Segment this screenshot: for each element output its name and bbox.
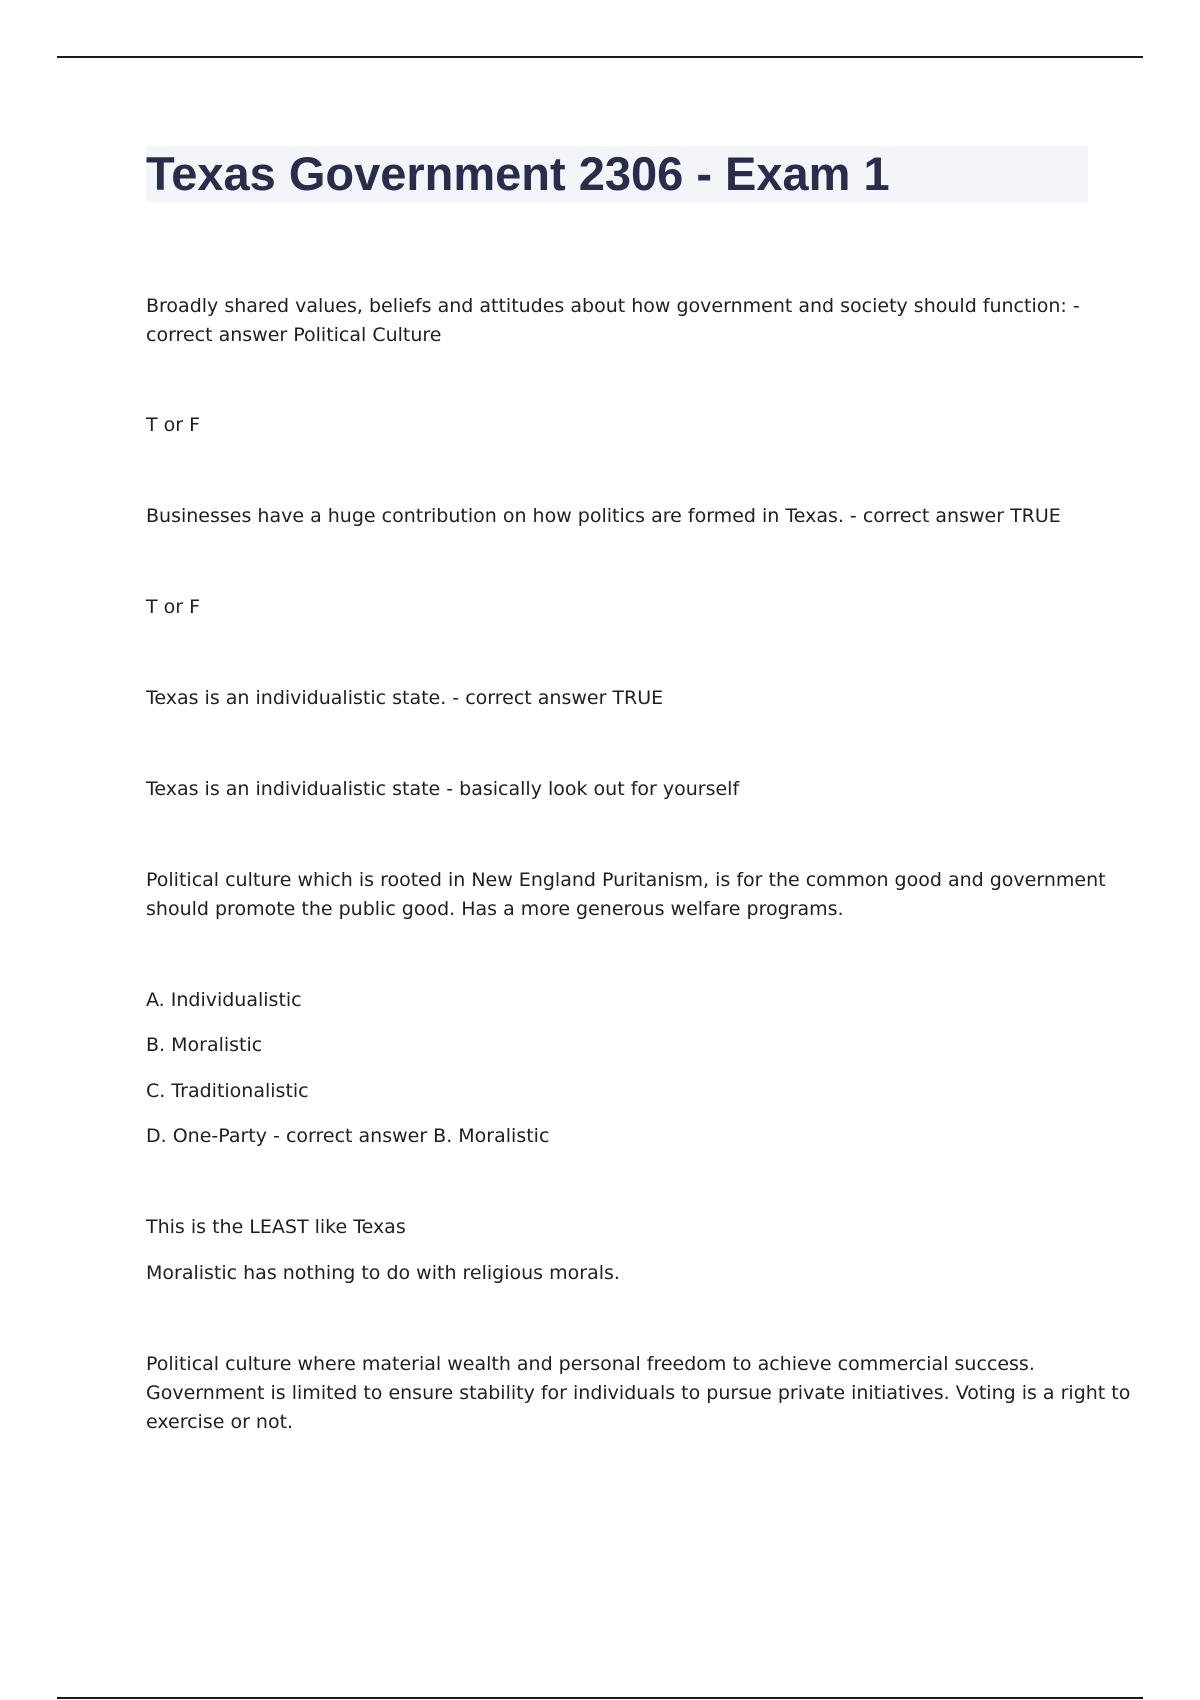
text-line: D. One-Party - correct answer B. Moralistic: [146, 1125, 550, 1147]
bottom-rule: [57, 1697, 1143, 1699]
question-individualistic: [146, 684, 1086, 713]
option-a: [146, 986, 1086, 1015]
page-title: Texas Government 2306 - Exam 1: [146, 147, 890, 200]
option-d: [146, 1122, 1086, 1151]
text-line: Broadly shared values, beliefs and attitudes about how government and society should function: -: [146, 295, 1080, 317]
text-line: B. Moralistic: [146, 1034, 263, 1056]
text-line: Political culture which is rooted in New England Puritanism, is for the common good and government: [146, 869, 1106, 891]
text-line: should promote the public good. Has a more generous welfare programs.: [146, 898, 844, 920]
option-c: [146, 1077, 1086, 1106]
text-line: Texas is an individualistic state. - correct answer TRUE: [146, 687, 664, 709]
true-false-label: [146, 593, 1086, 622]
text-line: correct answer Political Culture: [146, 324, 442, 346]
text-line: Government is limited to ensure stability for individuals to pursue private initiatives. Voting is a right to: [146, 1382, 1131, 1404]
text-line: Political culture where material wealth and personal freedom to achieve commercial success.: [146, 1353, 1035, 1375]
text-line: Texas is an individualistic state - basically look out for yourself: [146, 778, 740, 800]
text-line: A. Individualistic: [146, 989, 302, 1011]
true-false-label: [146, 411, 1086, 440]
text-line: Moralistic has nothing to do with religious morals.: [146, 1262, 620, 1284]
question-moralistic: [146, 866, 1106, 924]
note-individualistic: [146, 775, 1086, 804]
text-line: T or F: [146, 414, 201, 436]
option-b: [146, 1031, 1086, 1060]
note-least-like-texas: [146, 1213, 1086, 1242]
top-rule: [57, 56, 1143, 58]
text-line: exercise or not.: [146, 1411, 294, 1433]
text-line: This is the LEAST like Texas: [146, 1216, 406, 1238]
text-line: Businesses have a huge contribution on how politics are formed in Texas. - correct answer TRUE: [146, 505, 1061, 527]
question-traditionalistic: [146, 1350, 1131, 1437]
note-moralistic: [146, 1259, 1086, 1288]
text-line: T or F: [146, 596, 201, 618]
text-line: C. Traditionalistic: [146, 1080, 309, 1102]
question-businesses: [146, 502, 1086, 531]
question-political-culture: [146, 292, 1086, 350]
